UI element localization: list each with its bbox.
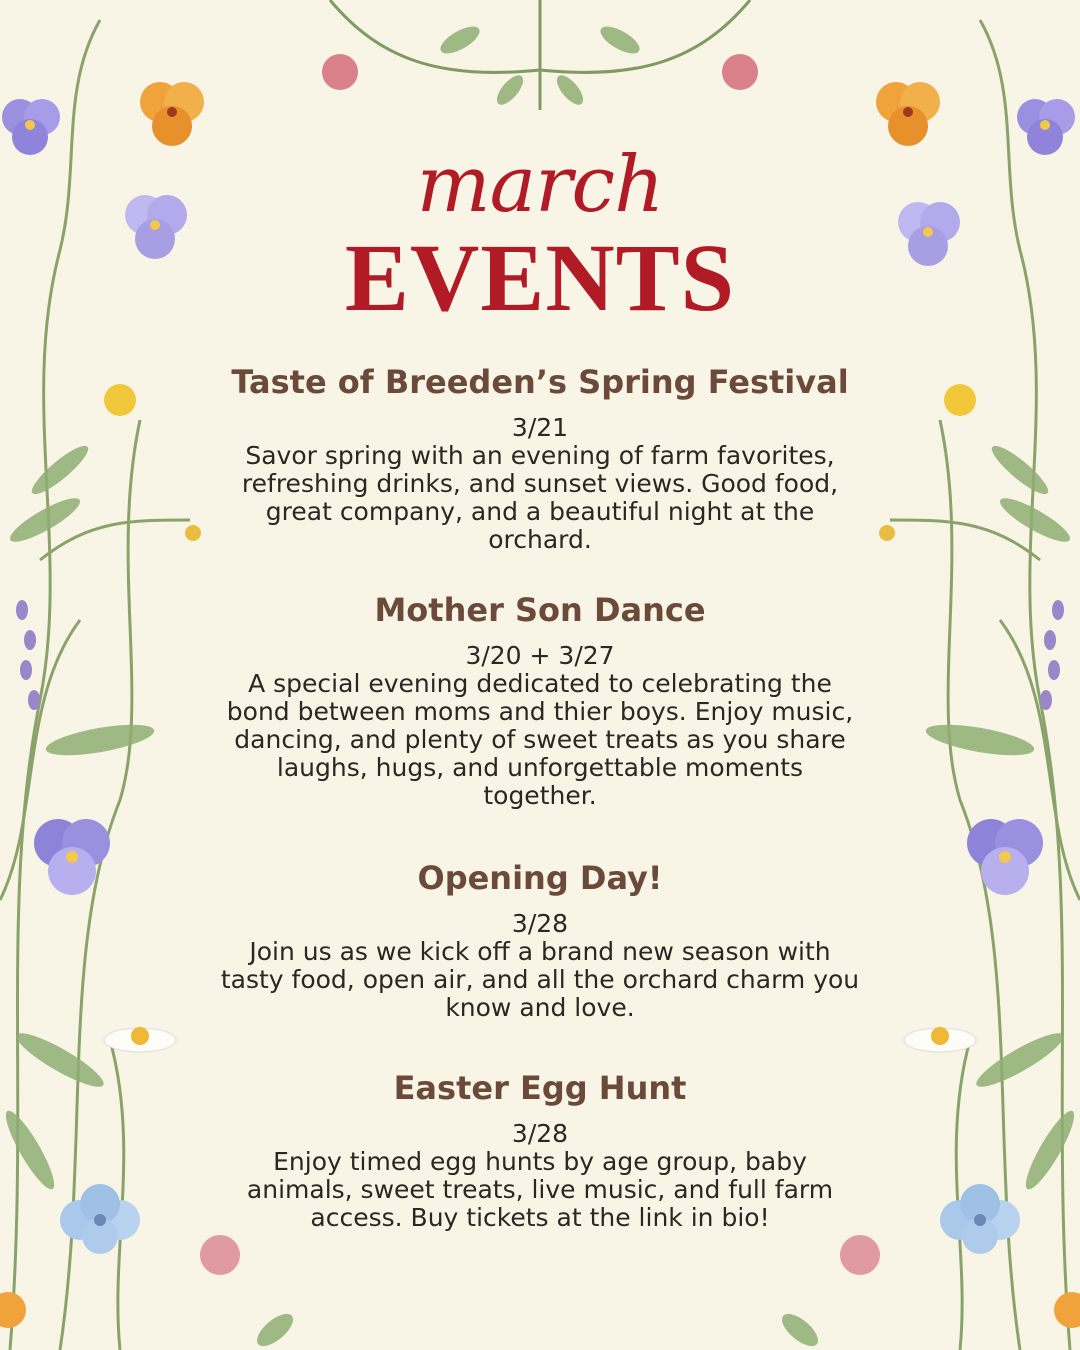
event-block [200,590,880,810]
month-script-title: march [416,140,664,230]
event-description: A special evening dedicated to celebrating the bond between moms and thier boys. Enjoy music, dancing, and plenty of sweet treats as you share laughs, hugs, and unforgettable moments together. [226,669,854,810]
event-block [200,1068,880,1232]
event-date: 3/28 [511,909,569,938]
event-title: Easter Egg Hunt [393,1069,687,1107]
event-block [200,858,880,1022]
events-heading: EVENTS [344,224,736,331]
event-title: Opening Day! [417,859,663,897]
event-description: Join us as we kick off a brand new season with tasty food, open air, and all the orchard charm you know and love. [220,937,860,1022]
event-date: 3/28 [511,1119,569,1148]
event-date: 3/21 [511,413,569,442]
event-title: Taste of Breeden’s Spring Festival [231,363,849,401]
event-date: 3/20 + 3/27 [465,641,615,670]
content-column [200,0,880,1350]
event-description: Enjoy timed egg hunts by age group, baby animals, sweet treats, live music, and full farm access. Buy tickets at the link in bio! [246,1147,834,1232]
event-block [200,362,880,554]
event-title: Mother Son Dance [374,591,706,629]
event-description: Savor spring with an evening of farm favorites, refreshing drinks, and sunset views. Good food, great company, and a beautiful night at the orchard. [241,441,839,554]
